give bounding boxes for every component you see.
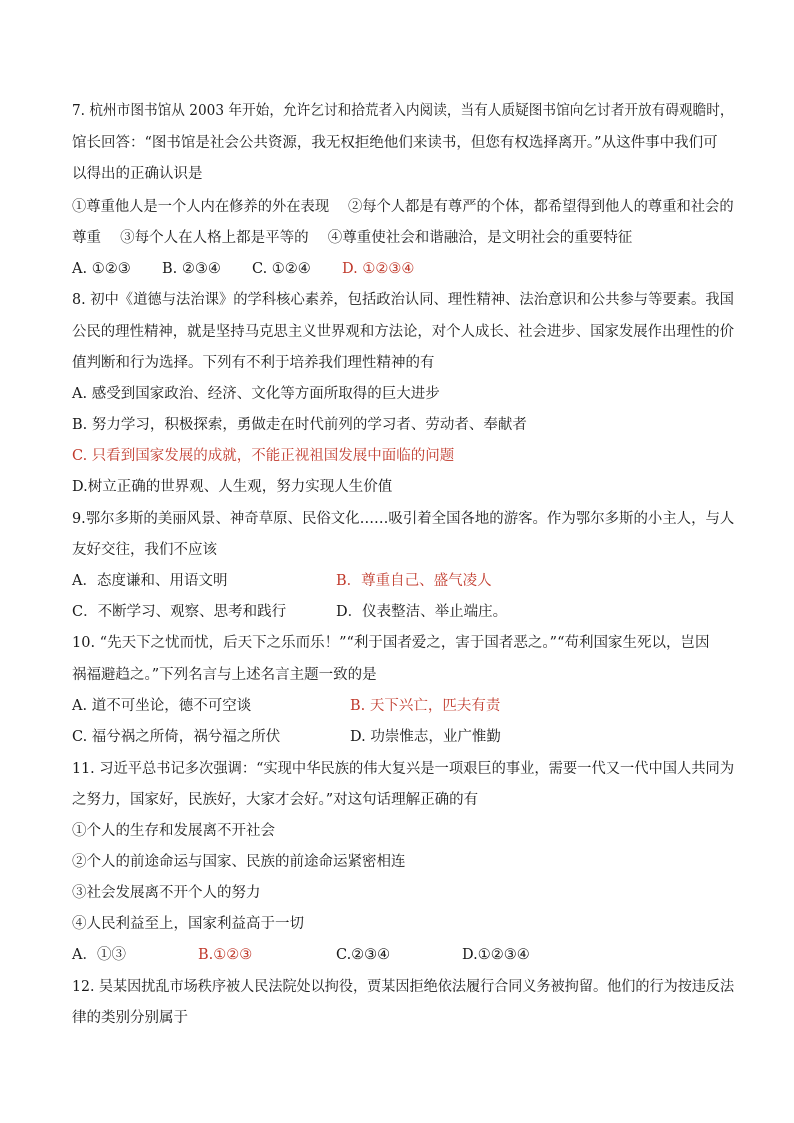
q11-option-d: D.①②③④: [462, 947, 530, 963]
q10-option-d: D. 功崇惟志，业广惟勤: [350, 729, 501, 745]
q12-stem-line-1: 12. 吴某因扰乱市场秩序被人民法院处以拘役，贾某因拒绝依法履行合同义务被拘留。他们的行为按违反法: [72, 979, 735, 995]
q9-option-b: B．尊重自己、盛气凌人: [336, 573, 492, 589]
q12-stem-line-2: 律的类别分别属于: [72, 1010, 188, 1026]
q7-statement-line-2: 尊重 ③每个人在人格上都是平等的 ④尊重使社会和谐融洽，是文明社会的重要特征: [72, 230, 633, 246]
q8-stem-line-3: 值判断和行为选择。下列有不利于培养我们理性精神的有: [72, 355, 435, 371]
q10-option-b: B. 天下兴亡，匹夫有责: [350, 698, 501, 714]
q9-stem-line-2: 友好交往，我们不应该: [72, 542, 217, 558]
q8-option-c: C. 只看到国家发展的成就，不能正视祖国发展中面临的问题: [72, 448, 455, 464]
q8-stem-line-2: 公民的理性精神，就是坚持马克思主义世界观和方法论，对个人成长、社会进步、国家发展作出理性的价: [72, 324, 734, 340]
q11-statement-2: ②个人的前途命运与国家、民族的前途命运紧密相连: [72, 854, 406, 870]
q11-statement-4: ④人民利益至上，国家利益高于一切: [72, 916, 304, 932]
q7-stem-line-3: 以得出的正确认识是: [72, 166, 203, 182]
q7-option-d: D. ①②③④: [342, 261, 415, 277]
q11-statement-1: ①个人的生存和发展离不开社会: [72, 823, 275, 839]
q11-option-b: B.①②③: [198, 947, 253, 963]
q9-option-d: D．仪表整洁、举止端庄。: [336, 604, 508, 620]
q9-stem-line-1: 9.鄂尔多斯的美丽风景、神奇草原、民俗文化……吸引着全国各地的游客。作为鄂尔多斯的小主人，与人: [72, 511, 735, 527]
q11-stem-line-2: 之努力，国家好，民族好，大家才会好。”对这句话理解正确的有: [72, 792, 479, 808]
q7-option-a: A. ①②③: [72, 261, 131, 277]
q10-option-c: C. 福兮祸之所倚，祸兮福之所伏: [72, 729, 281, 745]
q7-option-b: B. ②③④: [162, 261, 221, 277]
q7-stem-line-1: 7. 杭州市图书馆从 2003 年开始，允许乞讨和拾荒者入内阅读，当有人质疑图书馆向乞讨者开放有碍观瞻时，: [72, 103, 734, 119]
q7-statement-line-1: ①尊重他人是一个人内在修养的外在表现 ②每个人都是有尊严的个体，都希望得到他人的尊重和社会的: [72, 199, 734, 215]
q11-stem-line-1: 11. 习近平总书记多次强调：“实现中华民族的伟大复兴是一项艰巨的事业，需要一代又一代中国人共同为: [72, 761, 735, 777]
q9-option-c: C．不断学习、观察、思考和践行: [72, 604, 287, 620]
q8-stem-line-1: 8. 初中《道德与法治课》的学科核心素养，包括政治认同、理性精神、法治意识和公共参与等要素。我国: [72, 292, 734, 308]
q8-option-d: D.树立正确的世界观、人生观，努力实现人生价值: [72, 479, 393, 495]
q8-option-a: A. 感受到国家政治、经济、文化等方面所取得的巨大进步: [72, 386, 440, 402]
q9-option-a: A．态度谦和、用语文明: [72, 573, 228, 589]
q10-option-a: A. 道不可坐论，德不可空谈: [72, 698, 252, 714]
q10-stem-line-1: 10. “先天下之忧而忧，后天下之乐而乐！”“利于国者爱之，害于国者恶之。”“苟利国家生死以，岂因: [72, 635, 710, 651]
q7-stem-line-2: 馆长回答：“图书馆是社会公共资源，我无权拒绝他们来读书，但您有权选择离开。”从这件事中我们可: [72, 135, 718, 151]
q8-option-b: B. 努力学习，积极探索，勇做走在时代前列的学习者、劳动者、奉献者: [72, 417, 527, 433]
q11-statement-3: ③社会发展离不开个人的努力: [72, 885, 261, 901]
q11-option-c: C.②③④: [336, 947, 391, 963]
q11-option-a: A．①③: [72, 947, 126, 963]
q10-stem-line-2: 祸福避趋之。”下列名言与上述名言主题一致的是: [72, 667, 377, 683]
q7-option-c: C. ①②④: [252, 261, 311, 277]
